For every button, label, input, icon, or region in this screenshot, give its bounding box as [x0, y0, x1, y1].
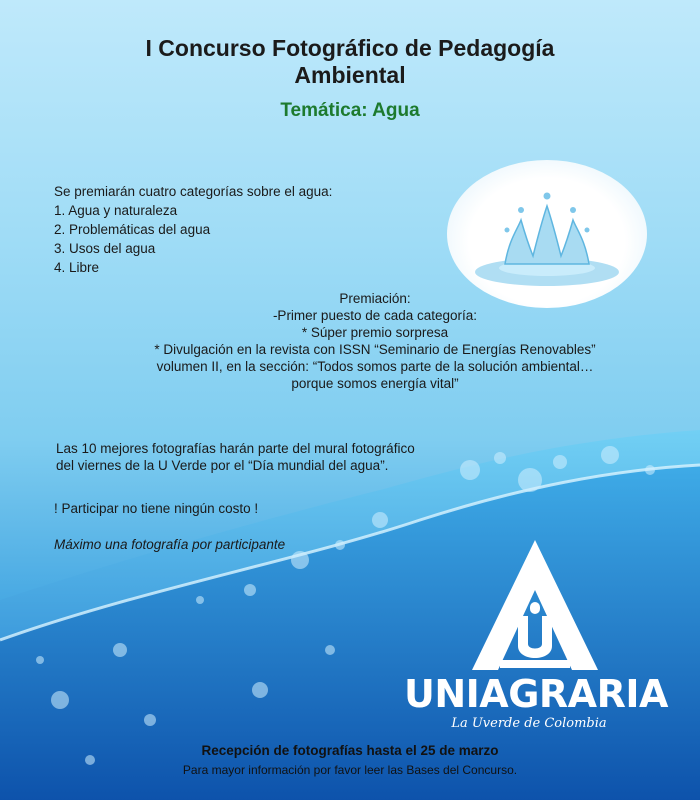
categories-block: [54, 182, 332, 277]
free-participation-note: ! Participar no tiene ningún costo !: [54, 501, 259, 516]
prize-line: -Primer puesto de cada categoría:: [272, 308, 478, 323]
uniagraria-logo: [404, 538, 666, 738]
prizes-heading: Premiación:: [339, 291, 411, 306]
uniagraria-emblem-icon: [470, 538, 600, 672]
mural-note-line2: del viernes de la U Verde por el “Día mundial del agua”.: [56, 458, 389, 473]
mural-note-line1: Las 10 mejores fotografías harán parte del mural fotográfico: [56, 441, 415, 456]
prize-line: porque somos energía vital”: [291, 376, 459, 391]
category-item: 3. Usos del agua: [54, 241, 156, 256]
prizes-block: [0, 290, 700, 392]
deadline-text: Recepción de fotografías hasta el 25 de marzo: [201, 743, 499, 758]
mural-note: [56, 440, 415, 474]
contest-title-line2: Ambiental: [294, 62, 406, 88]
prize-line: volumen II, en la sección: “Todos somos parte de la solución ambiental…: [156, 359, 594, 374]
logo-wordmark: UNIAGRARIA: [404, 672, 668, 716]
category-item: 1. Agua y naturaleza: [54, 203, 178, 218]
categories-list: [54, 201, 332, 277]
category-item: 4. Libre: [54, 260, 100, 275]
prize-line: * Súper premio sorpresa: [301, 325, 449, 340]
theme-subtitle: Temática: Agua: [280, 100, 420, 121]
water-splash-image: [447, 160, 647, 308]
logo-slogan: La Uverde de Colombia: [451, 716, 607, 731]
max-photo-note: Máximo una fotografía por participante: [54, 537, 286, 552]
categories-intro: Se premiarán cuatro categorías sobre el agua:: [54, 184, 333, 199]
water-drop-icon: [447, 160, 647, 308]
info-text: Para mayor información por favor leer las Bases del Concurso.: [182, 763, 518, 777]
prize-line: * Divulgación en la revista con ISSN “Seminario de Energías Renovables”: [154, 342, 596, 357]
category-item: 2. Problemáticas del agua: [54, 222, 211, 237]
contest-title-line1: I Concurso Fotográfico de Pedagogía: [145, 35, 555, 61]
